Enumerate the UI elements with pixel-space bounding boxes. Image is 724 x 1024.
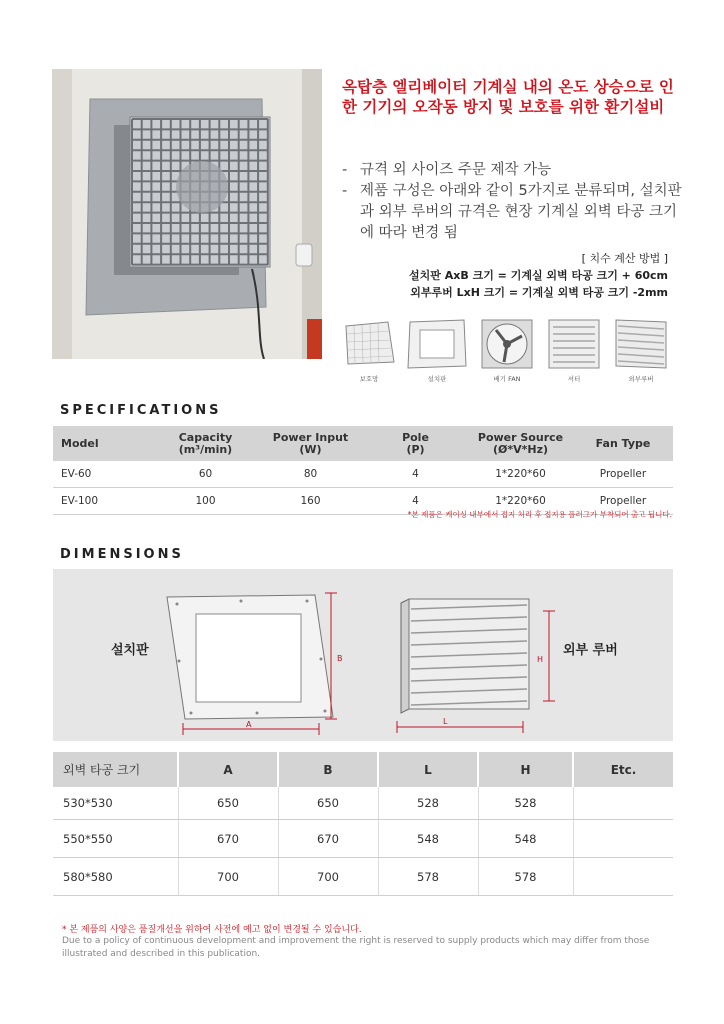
- col-header: H: [478, 752, 573, 787]
- col-header: A: [178, 752, 278, 787]
- louver-label: 외부 루버: [563, 643, 618, 658]
- col-header: L: [378, 752, 478, 787]
- list-item: - 규격 외 사이즈 주문 제작 가능: [342, 162, 552, 178]
- fan-icon: [476, 318, 538, 370]
- col-header: B: [278, 752, 378, 787]
- specs-title: SPECIFICATIONS: [60, 403, 222, 418]
- table-row: EV-100 100 160 4 1*220*60 Propeller: [53, 488, 673, 515]
- col-header: Fan Type: [573, 426, 673, 461]
- dim-a-label: A: [246, 720, 252, 729]
- table-header-row: [53, 426, 673, 461]
- component-guard: 보호망: [338, 318, 400, 383]
- plate-label: 설치판: [111, 643, 149, 658]
- component-plate: 설치판: [406, 318, 468, 383]
- specs-table: [53, 426, 673, 515]
- feature-list: [342, 160, 687, 244]
- col-header: Power Input (W): [258, 426, 363, 461]
- col-header: Model: [53, 426, 153, 461]
- dimensions-table: [53, 752, 673, 896]
- headline: 옥탑층 엘리베이터 기계실 내의 온도 상승으로 인한 기기의 오작동 방지 및 보호를 위한 환기설비: [342, 78, 674, 116]
- louver-icon: [610, 318, 672, 370]
- component-shutter: 셔터: [543, 318, 605, 383]
- calc-heading: [ 치수 계산 방법 ]: [581, 252, 668, 265]
- calc-line: 외부루버 LxH 크기 = 기계실 외벽 타공 크기 -2mm: [410, 286, 668, 299]
- dim-l-label: L: [443, 717, 448, 726]
- specs-note: *본 제품은 케이싱 내부에서 접지 처리 후 접지용 플러그가 부착되어 출고 됩니다.: [407, 510, 672, 519]
- calc-line: 설치판 AxB 크기 = 기계실 외벽 타공 크기 + 60cm: [409, 269, 668, 282]
- col-header: Capacity (m³/min): [153, 426, 258, 461]
- col-header: Pole (P): [363, 426, 468, 461]
- plate-icon: [406, 318, 468, 370]
- col-header: Power Source (Ø*V*Hz): [468, 426, 573, 461]
- table-row: 580*580 700 700 578 578: [53, 858, 673, 896]
- component-louver: 외부루버: [610, 318, 672, 383]
- col-header: 외벽 타공 크기: [53, 752, 178, 787]
- component-fan: 배기 FAN: [476, 318, 538, 383]
- dimensions-title: DIMENSIONS: [60, 547, 184, 562]
- dim-b-label: B: [337, 654, 343, 663]
- footer-note-kr: * 본 제품의 사양은 품질개선을 위하여 사전에 예고 없이 변경될 수 있습니다.: [62, 925, 362, 935]
- guard-icon: [338, 318, 400, 370]
- table-row: 530*530 650 650 528 528: [53, 787, 673, 820]
- product-photo: [52, 69, 322, 359]
- col-header: Etc.: [573, 752, 673, 787]
- size-calc-method: [409, 250, 668, 301]
- list-item: - 제품 구성은 아래와 같이 5가지로 분류되며, 설치판과 외부 루버의 규격은 현장 기계실 외벽 타공 크기에 따라 변경 됨: [342, 183, 682, 241]
- shutter-icon: [543, 318, 605, 370]
- table-header-row: [53, 752, 673, 787]
- dimension-drawing: [53, 569, 673, 741]
- table-row: EV-60 60 80 4 1*220*60 Propeller: [53, 461, 673, 488]
- dim-h-label: H: [537, 655, 544, 664]
- table-row: 550*550 670 670 548 548: [53, 820, 673, 858]
- dimension-diagram: [53, 569, 673, 741]
- footer-note-en: Due to a policy of continuous development and improvement the right is reserved to supply products which may differ from those illustrated and described in this publication.: [62, 936, 650, 959]
- component-thumbnails: [338, 318, 678, 390]
